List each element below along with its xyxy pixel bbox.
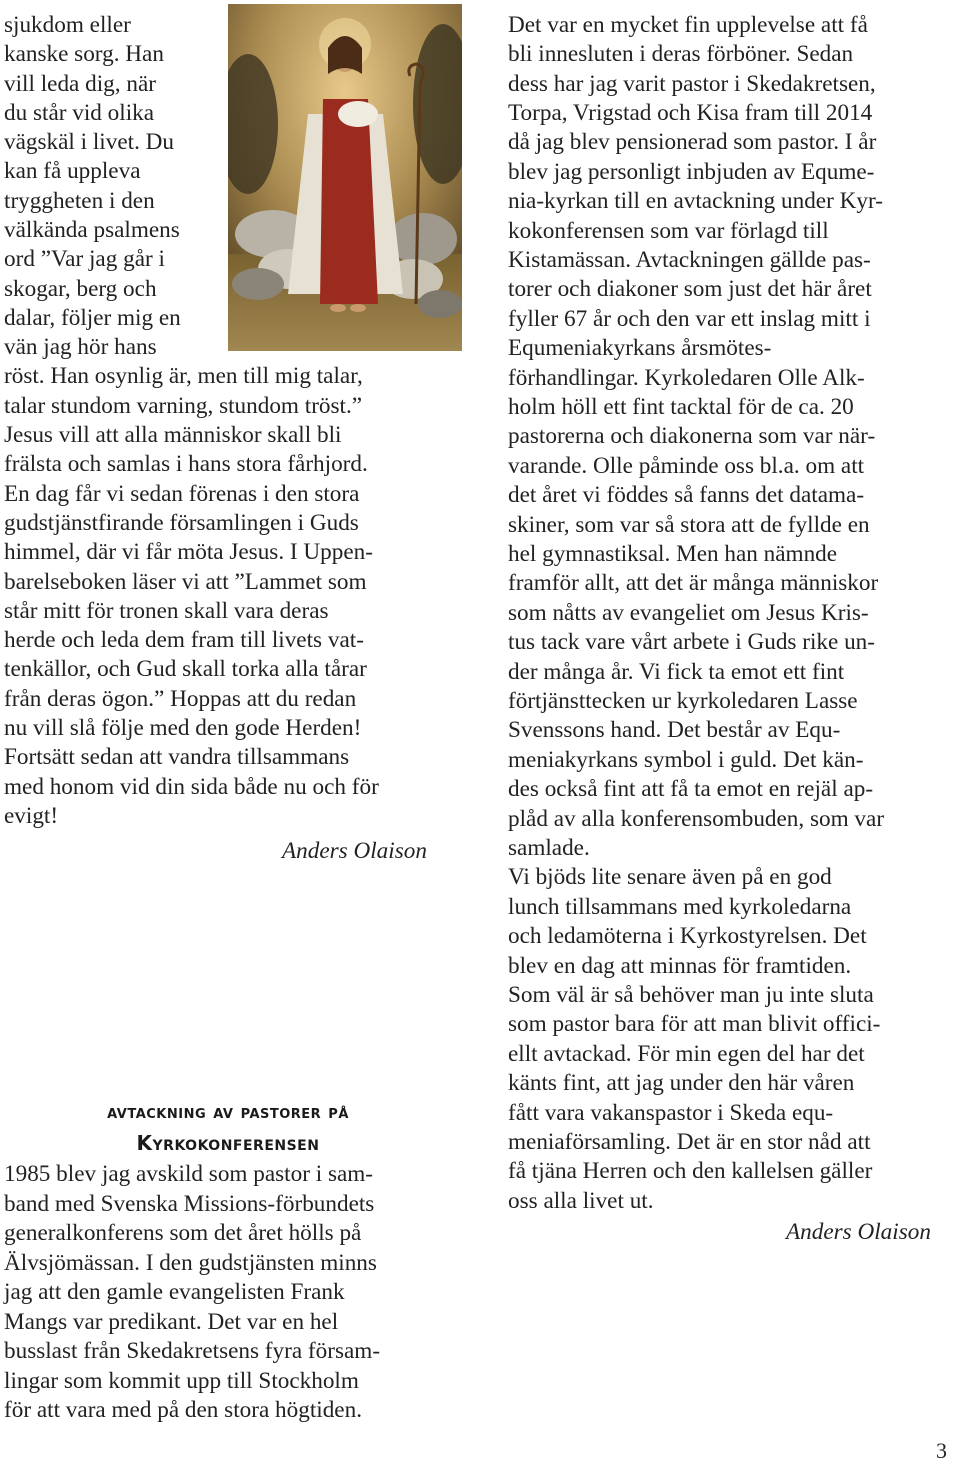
text-line: herde och leda dem fram till livets vat- — [4, 627, 364, 653]
text-line: kanske sorg. Han — [4, 41, 164, 67]
text-line: blev en dag att minnas för framtiden. — [508, 953, 852, 979]
text-line: Älvsjömässan. I den gudstjänsten minns — [4, 1250, 377, 1276]
text-line: då jag blev pensionerad som pastor. I år — [508, 129, 877, 155]
text-line: för att vara med på den stora högtiden. — [4, 1397, 362, 1423]
text-line: himmel, där vi får möta Jesus. I Uppen- — [4, 539, 373, 565]
text-line: lingar som kommit upp till Stockholm — [4, 1368, 359, 1394]
text-line: evigt! — [4, 803, 59, 829]
text-line: Det var en mycket fin upplevelse att få — [508, 12, 868, 38]
text-line: holm höll ett fint tacktal för de ca. 20 — [508, 394, 854, 420]
text-line: torer och diakoner som just det här året — [508, 276, 872, 302]
text-line: vägskäl i livet. Du — [4, 129, 175, 155]
text-line: förhandlingar. Kyrkoledaren Olle Alk- — [508, 365, 865, 391]
text-line: des också fint att få ta emot en rejäl ap- — [508, 776, 874, 802]
text-line: och ledamöterna i Kyrkostyrelsen. Det — [508, 923, 867, 949]
text-line: framför allt, att det är många människor — [508, 570, 879, 596]
text-line: fyller 67 år och den var ett inslag mitt i — [508, 306, 871, 332]
text-line: vän jag hör hans — [4, 334, 157, 360]
text-line: Vi bjöds lite senare även på en god — [508, 864, 832, 890]
text-line: dess har jag varit pastor i Skedakretsen, — [508, 71, 876, 97]
text-line: tenkällor, och Gud skall torka alla tårar — [4, 656, 367, 682]
good-shepherd-painting — [228, 4, 462, 351]
text-line: blev jag personligt inbjuden av Equme- — [508, 159, 875, 185]
text-line: barelseboken läser vi att ”Lammet som — [4, 569, 367, 595]
text-line: nu vill slå följe med den gode Herden! — [4, 715, 362, 741]
text-line: röst. Han osynlig är, men till mig talar, — [4, 363, 363, 389]
article-heading: avtackning av pastorer på — [107, 1101, 349, 1123]
text-line: fått vara vakanspastor i Skeda equ- — [508, 1100, 834, 1126]
text-line: pastorerna och diakonerna som var när- — [508, 423, 876, 449]
text-line: plåd av alla konferensombuden, som var — [508, 806, 885, 832]
text-line: hel gymnastiksal. Men han nämnde — [508, 541, 838, 567]
text-line: med honom vid din sida både nu och för — [4, 774, 379, 800]
text-line: jag att den gamle evangelisten Frank — [4, 1279, 345, 1305]
page-number: 3 — [936, 1438, 947, 1463]
text-line: busslast från Skedakretsens fyra försam- — [4, 1338, 381, 1364]
text-line: Jesus vill att alla människor skall bli — [4, 422, 342, 448]
text-line: meniaförsamling. Det är en stor nåd att — [508, 1129, 871, 1155]
text-line: bli innesluten i deras förböner. Sedan — [508, 41, 854, 67]
text-line: förtjänsttecken ur kyrkoledaren Lasse — [508, 688, 858, 714]
text-line: Som väl är så behöver man ju inte sluta — [508, 982, 874, 1008]
text-line: står mitt för tronen skall vara deras — [4, 598, 329, 624]
text-line: samlade. — [508, 835, 590, 861]
text-line: känts fint, att jag under den här våren — [508, 1070, 855, 1096]
text-line: det året vi föddes så fanns det datama- — [508, 482, 865, 508]
text-line: varande. Olle påminde oss bl.a. om att — [508, 453, 865, 479]
text-line: generalkonferens som det året hölls på — [4, 1220, 362, 1246]
text-line: sjukdom eller — [4, 12, 131, 38]
text-line: Equmeniakyrkans årsmötes- — [508, 335, 772, 361]
text-line: vill leda dig, när — [4, 71, 156, 97]
text-line: Torpa, Vrigstad och Kisa fram till 2014 — [508, 100, 873, 126]
text-line: dalar, följer mig en — [4, 305, 181, 331]
text-line: frälsta och samlas i hans stora fårhjord. — [4, 451, 368, 477]
text-line: der många år. Vi fick ta emot ett fint — [508, 659, 845, 685]
text-line: talar stundom varning, stundom tröst.” — [4, 393, 363, 419]
text-line: lunch tillsammans med kyrkoledarna — [508, 894, 852, 920]
text-line: kokonferensen som var förlagd till — [508, 218, 829, 244]
text-line: du står vid olika — [4, 100, 155, 126]
text-line: skogar, berg och — [4, 276, 157, 302]
text-line: nia-kyrkan till en avtackning under Kyr- — [508, 188, 883, 214]
text-line: gudstjänstfirande församlingen i Guds — [4, 510, 359, 536]
article-heading-subline: Kyrkokonferensen — [136, 1131, 320, 1155]
text-line: välkända psalmens — [4, 217, 180, 243]
text-line: ord ”Var jag går i — [4, 246, 165, 272]
text-line: från deras ögon.” Hoppas att du redan — [4, 686, 357, 712]
text-line: skiner, som var så stora att de fyllde en — [508, 512, 870, 538]
text-line: ellt avtackad. För min egen del har det — [508, 1041, 865, 1067]
text-line: Fortsätt sedan att vandra tillsammans — [4, 744, 350, 770]
text-line: meniakyrkans symbol i guld. Det kän- — [508, 747, 864, 773]
text-line: få tjäna Herren och den kallelsen gäller — [508, 1158, 873, 1184]
text-line: Mangs var predikant. Det var en hel — [4, 1309, 339, 1335]
text-line: En dag får vi sedan förenas i den stora — [4, 481, 360, 507]
text-line: som nåtts av evangeliet om Jesus Kris- — [508, 600, 869, 626]
text-line: 1985 blev jag avskild som pastor i sam- — [4, 1161, 374, 1187]
text-line: band med Svenska Missions-förbundets — [4, 1191, 375, 1217]
text-line: oss alla livet ut. — [508, 1188, 654, 1214]
text-line: tus tack vare vårt arbete i Guds rike un- — [508, 629, 875, 655]
text-line: Kistamässan. Avtackningen gällde pas- — [508, 247, 871, 273]
author-signature: Anders Olaison — [786, 1219, 931, 1245]
text-line: Svenssons hand. Det består av Equ- — [508, 717, 841, 743]
author-signature: Anders Olaison — [282, 838, 427, 864]
text-line: tryggheten i den — [4, 188, 155, 214]
text-line: som pastor bara för att man blivit offici- — [508, 1011, 881, 1037]
text-line: kan få uppleva — [4, 158, 141, 184]
